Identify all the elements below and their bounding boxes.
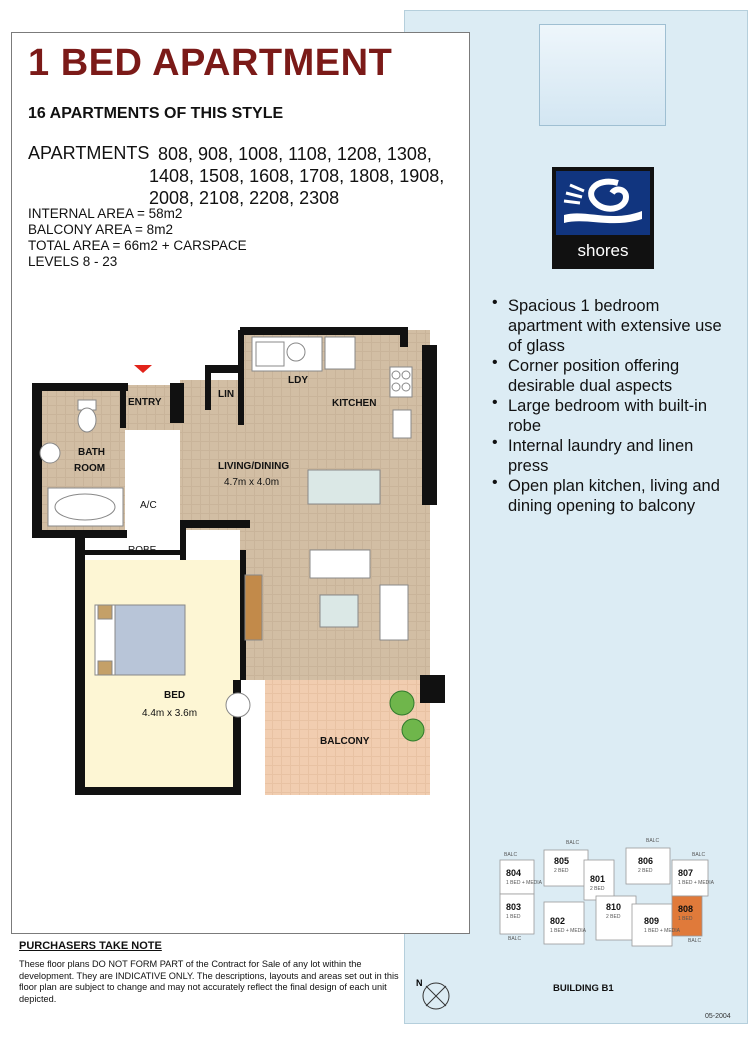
keyplan-unit: [672, 860, 708, 896]
apartments-list: [149, 143, 469, 209]
keyplan-unit-number: 810: [606, 902, 622, 912]
building-keyplan: [496, 830, 721, 980]
keyplan-unit-number: 809: [644, 916, 660, 926]
room-ac: A/C: [140, 500, 157, 511]
keyplan-unit-label: 2 BED: [554, 868, 569, 874]
feature-list: [490, 296, 730, 516]
keyplan-unit-number: 807: [678, 868, 694, 878]
room-bath: BATH: [78, 447, 106, 458]
entry-arrow-icon: [134, 365, 152, 373]
internal-area: INTERNAL AREA = 58m2: [28, 206, 183, 221]
balcony-rails: [440, 375, 450, 615]
room-robe: ROBE: [128, 545, 157, 556]
keyplan-unit-label: BALC: [692, 852, 706, 858]
disclaimer-body: These floor plans DO NOT FORM PART of the Contract for Sale of any lot within the development. They are INDICATIVE ONLY. The descriptions, layouts and areas set out in this floor plan are subject to change and may not accurately reflect the final design of each unit depicted.: [19, 959, 399, 1004]
keyplan-unit-label: 2 BED: [638, 868, 653, 874]
disclaimer-heading: PURCHASERS TAKE NOTE: [19, 940, 162, 952]
apartments-label: APARTMENTS: [28, 143, 150, 163]
wave-icon: [556, 171, 650, 235]
keyplan-unit-number: 806: [638, 856, 654, 866]
keyplan-unit-label: 2 BED: [590, 886, 605, 892]
keyplan-unit-label: BALC: [646, 838, 660, 844]
keyplan-unit-number: 802: [550, 916, 566, 926]
keyplan-unit-label: BALC: [504, 852, 518, 858]
page-title: 1 BED APARTMENT: [28, 42, 393, 84]
keyplan-unit-label: 2 BED: [606, 914, 621, 920]
room-bed: BED: [164, 690, 186, 701]
logo-mark: [556, 171, 650, 235]
keyplan-unit-label: BALC: [508, 936, 522, 942]
total-area: TOTAL AREA = 66m2 + CARSPACE: [28, 238, 247, 253]
keyplan-unit-label: 1 BED + MEDIA: [678, 880, 714, 886]
building-label: BUILDING B1: [553, 983, 614, 994]
room-bath: ROOM: [74, 463, 106, 474]
feature-item: • Open plan kitchen, living and dining opening to balcony: [490, 476, 730, 516]
feature-item: • Large bedroom with built-in robe: [490, 396, 730, 436]
keyplan-unit-label: 1 BED + MEDIA: [506, 880, 542, 886]
room-balcony: BALCONY: [320, 736, 370, 747]
room-lin: LIN: [218, 389, 235, 400]
keyplan-unit: [626, 848, 670, 884]
levels: LEVELS 8 - 23: [28, 254, 118, 269]
date-code: 05-2004: [705, 1013, 731, 1020]
image-placeholder: [539, 24, 666, 126]
keyplan-unit-number: 804: [506, 868, 522, 878]
apartments-line: 1408, 1508, 1608, 1708, 1808, 1908,: [149, 166, 445, 186]
area-specs: [28, 206, 247, 270]
keyplan-unit-label: 1 BED: [678, 916, 693, 922]
room-ldy: LDY: [288, 375, 308, 386]
logo-text: shores: [577, 241, 629, 260]
apartments-line: 2008, 2108, 2208, 2308: [149, 188, 340, 208]
keyplan-unit-number: 808: [678, 904, 694, 914]
keyplan-unit-label: BALC: [566, 840, 580, 846]
room-bed-size: 4.4m x 3.6m: [142, 708, 198, 719]
keyplan-unit-number: 803: [506, 902, 522, 912]
floor-plan: [30, 325, 450, 805]
keyplan-unit-number: 801: [590, 874, 606, 884]
room-living-size: 4.7m x 4.0m: [224, 477, 280, 488]
keyplan-unit-label: 1 BED + MEDIA: [550, 928, 586, 934]
balcony-area: BALCONY AREA = 8m2: [28, 222, 173, 237]
feature-item: • Internal laundry and linen press: [490, 436, 730, 476]
keyplan-unit-label: 1 BED: [506, 914, 521, 920]
page-subtitle: 16 APARTMENTS OF THIS STYLE: [28, 105, 284, 122]
compass-north-label: N: [416, 978, 423, 988]
keyplan-unit-label: BALC: [688, 938, 702, 944]
keyplan-unit-label: 1 BED + MEDIA: [644, 928, 680, 934]
compass-icon: [410, 974, 454, 1018]
apartments-line: 808, 908, 1008, 1108, 1208, 1308,: [158, 144, 432, 164]
keyplan-unit-number: 805: [554, 856, 570, 866]
room-living: LIVING/DINING: [218, 461, 290, 472]
feature-item: • Spacious 1 bedroom apartment with extensive use of glass: [490, 296, 730, 356]
shores-logo: [552, 167, 654, 269]
room-entry: ENTRY: [128, 397, 162, 408]
bedroom-chair: [226, 693, 250, 717]
feature-item: • Corner position offering desirable dual aspects: [490, 356, 730, 396]
room-kitchen: KITCHEN: [332, 398, 377, 409]
